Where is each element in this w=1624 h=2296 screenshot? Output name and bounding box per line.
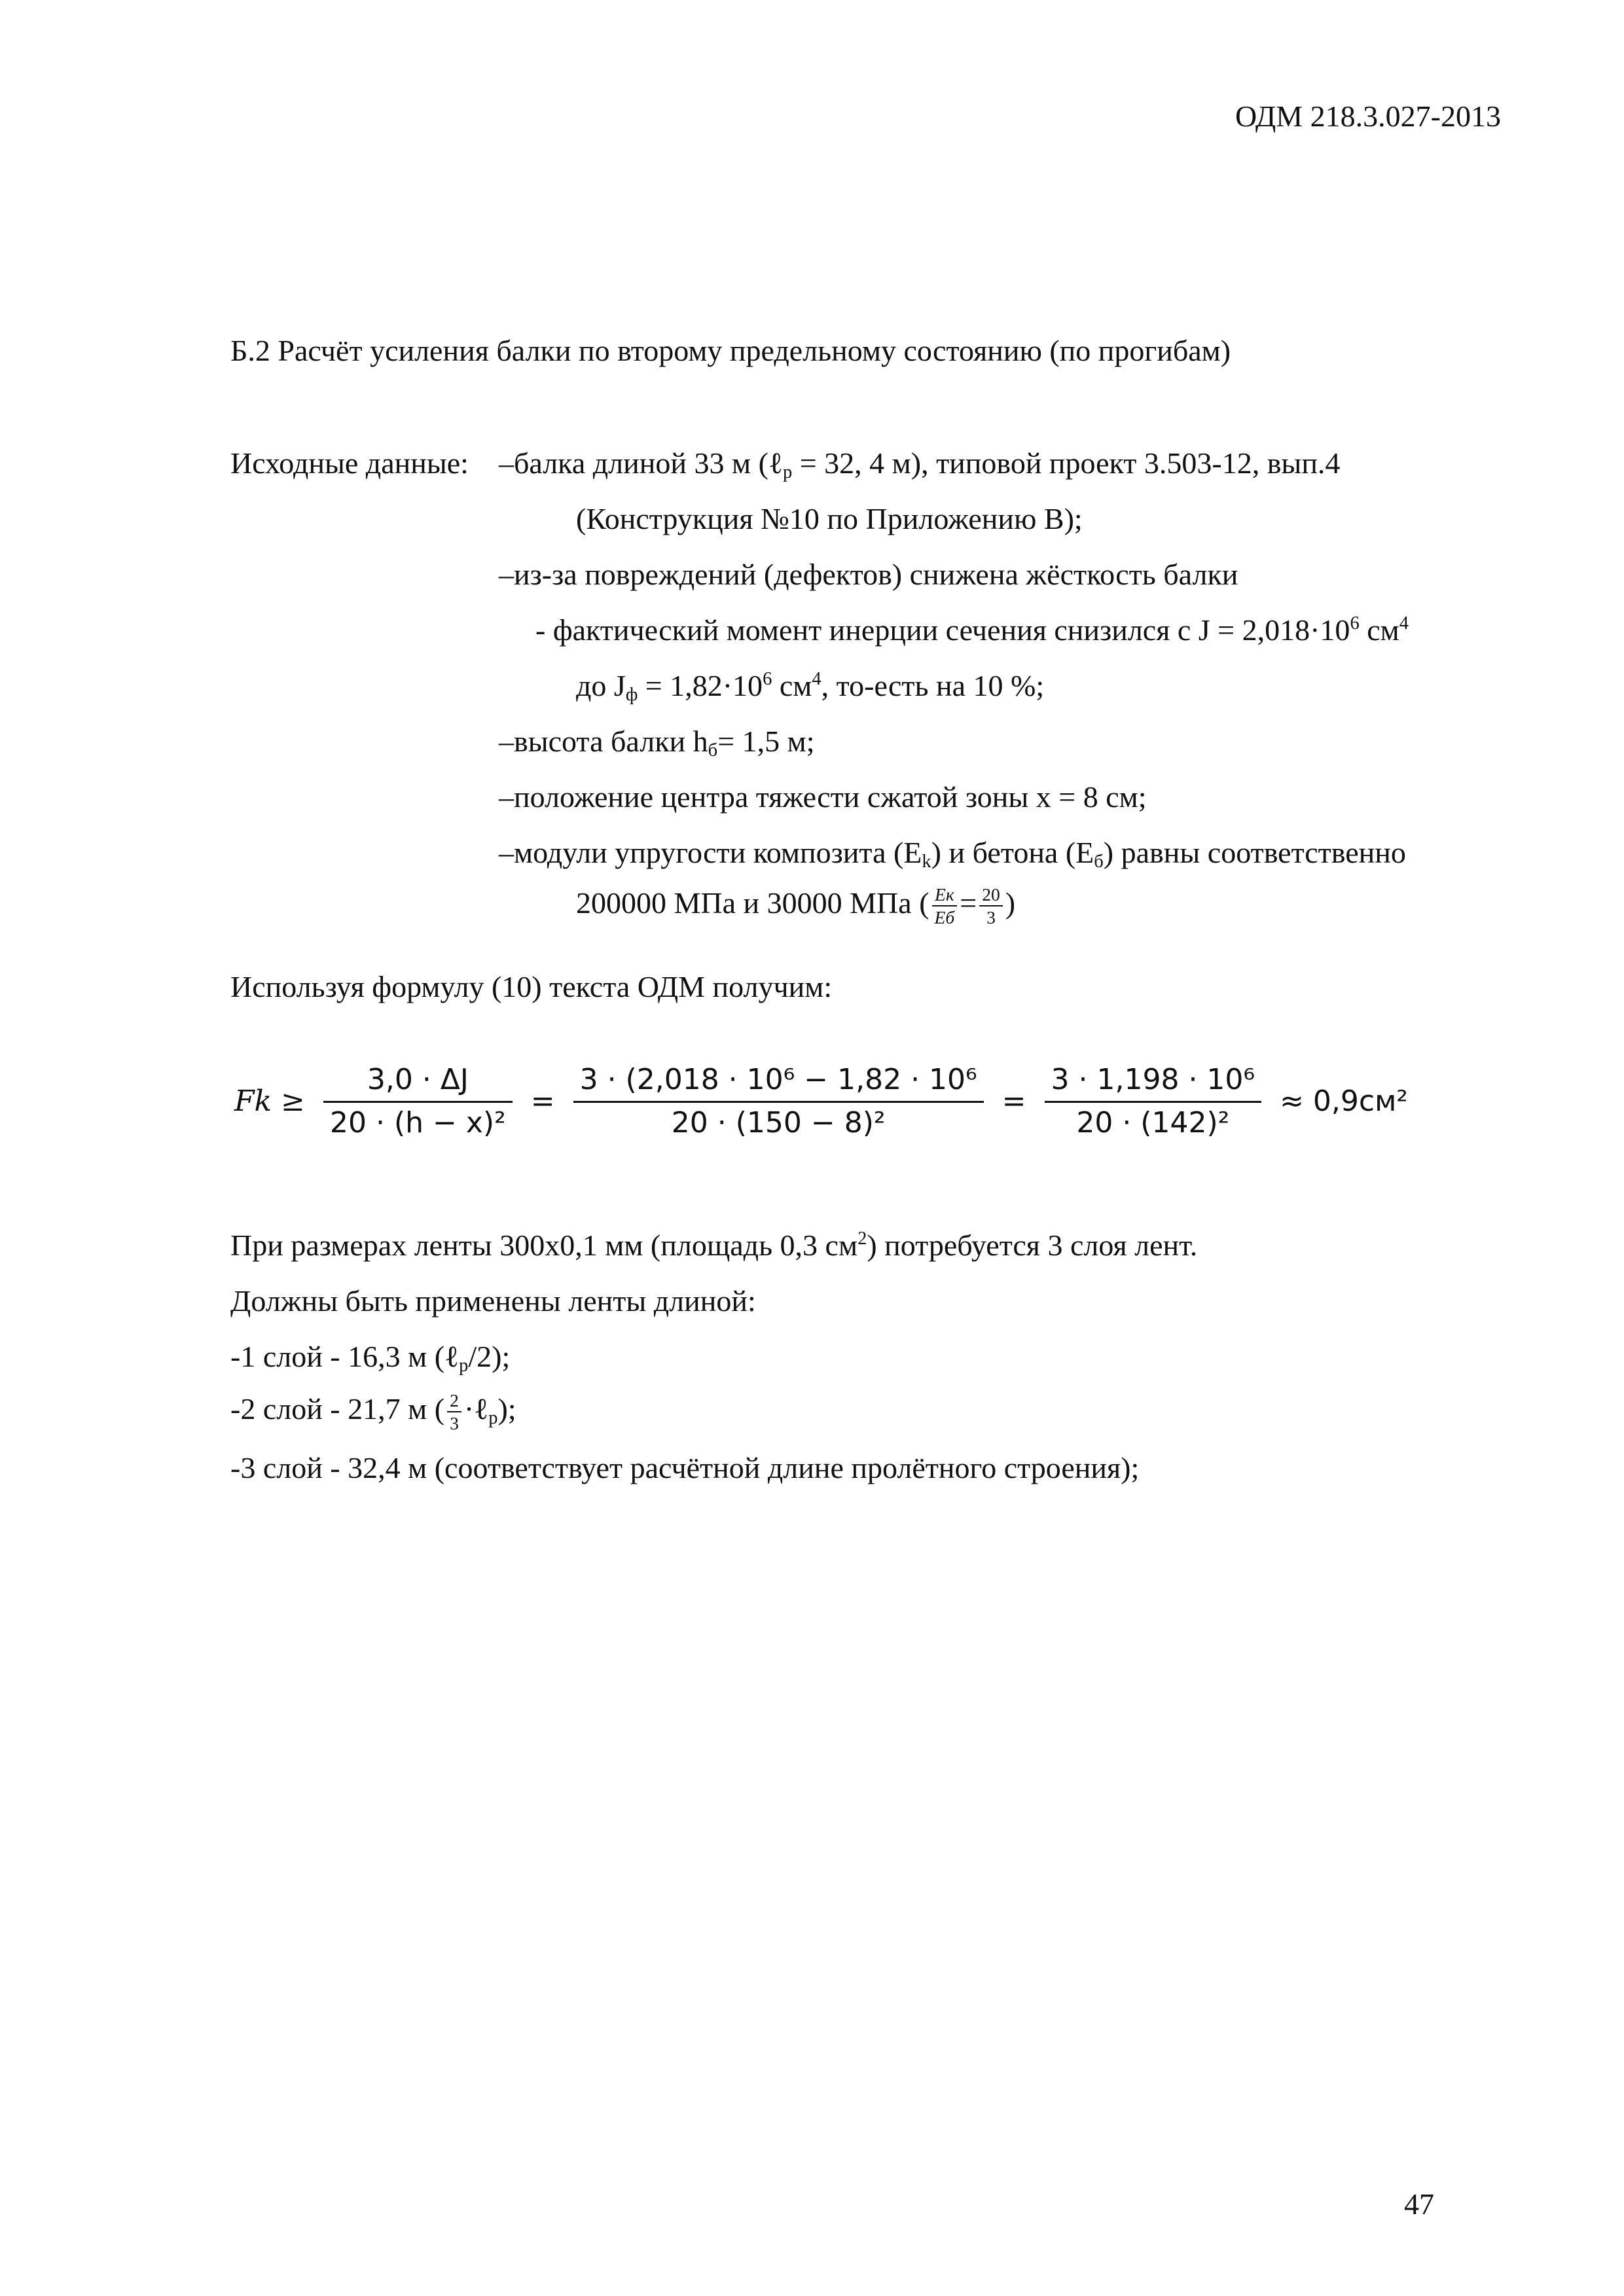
formula-fraction-2: $\frac{\text{3 · (2,018 · 10⁶ − 1,82 · 10⁶}}{\text{20 · (150 − 8)²}}$ — [573, 1064, 984, 1139]
document-code: ОДМ 218.3.027-2013 — [1235, 99, 1501, 133]
layer-2: -2 слой - 21,7 м ( $\frac{2}{3}$ ·ℓ$_р$); — [230, 1390, 516, 1434]
layer-1: -1 слой - 16,3 м (ℓ$_р$/2); — [230, 1340, 511, 1376]
section-title: Б.2 Расчёт усиления балки по второму предельному состоянию (по прогибам) — [230, 334, 1231, 367]
inertia-initial: - фактический момент инерции сечения снизился с $J = 2,018\cdot 10^6$ $см^4$ — [535, 613, 1409, 647]
beam-description: –балка длиной 33 м (ℓ$_р$ = 32, 4 м), типовой проект 3.503-12, вып.4 — [499, 446, 1341, 483]
layer-2-fraction: $\frac{2}{3}$ — [447, 1391, 461, 1433]
moduli-ratio-value: $\frac{20}{3}$ — [979, 886, 1003, 927]
formula-fraction-3: $\frac{\text{3 · 1,198 · 10⁶}}{\text{20 · (142)²}}$ — [1045, 1064, 1262, 1139]
formula-result: ≈ 0,9см² — [1280, 1084, 1408, 1118]
elasticity-moduli: –модули упругости композита $(E_k)$ и бетона $(E_б)$ равны соответственно — [499, 836, 1406, 872]
reinforcement-area-formula: Fk ≥ $\frac{3,0 \cdot \Delta J}{\text{20 · (h − x)²}}$ = $\frac{\text{3 · (2,018 · 10⁶ − 1,82 · 10⁶}}{\text{20 · (150 − 8)²}}$ = $\frac{\text{3 · 1,198 · 10⁶}}{\text{20 · (142)²}}$ ≈ 0,9см² — [234, 1063, 1408, 1139]
formula-intro: Используя формулу (10) текста ОДМ получим: — [230, 970, 833, 1003]
elasticity-moduli-values: 200000 МПа и 30000 МПа ( $\frac{Eк}{Eб}$ = $\frac{20}{3}$ ) — [576, 884, 1016, 928]
damage-note: –из-за повреждений (дефектов) снижена жёсткость балки — [499, 558, 1238, 591]
moduli-ratio-fraction: $\frac{Eк}{Eб}$ — [932, 886, 958, 927]
tape-lengths-intro: Должны быть применены ленты длиной: — [230, 1284, 756, 1318]
beam-construction-ref: (Конструкция №10 по Приложению В); — [576, 502, 1083, 535]
initial-data-label: Исходные данные: — [230, 446, 469, 480]
inertia-actual: до $J_ф = 1,82\cdot 10^6$ $см^4$, то-есть на 10 %; — [576, 668, 1045, 706]
tape-size-note: При размерах ленты 300х0,1 мм (площадь 0,3 $см^2$) потребуется 3 слоя лент. — [230, 1228, 1198, 1262]
formula-lhs: Fk ≥ — [234, 1084, 306, 1118]
page-number: 47 — [1404, 2187, 1434, 2221]
compression-zone-center: –положение центра тяжести сжатой зоны x = 8 см; — [499, 780, 1147, 814]
beam-height: –высота балки $h_б= 1,5$ м; — [499, 725, 815, 761]
layer-3: -3 слой - 32,4 м (соответствует расчётной длине пролётного строения); — [230, 1451, 1140, 1484]
formula-fraction-1: $\frac{3,0 \cdot \Delta J}{\text{20 · (h − x)²}}$ — [323, 1064, 513, 1139]
